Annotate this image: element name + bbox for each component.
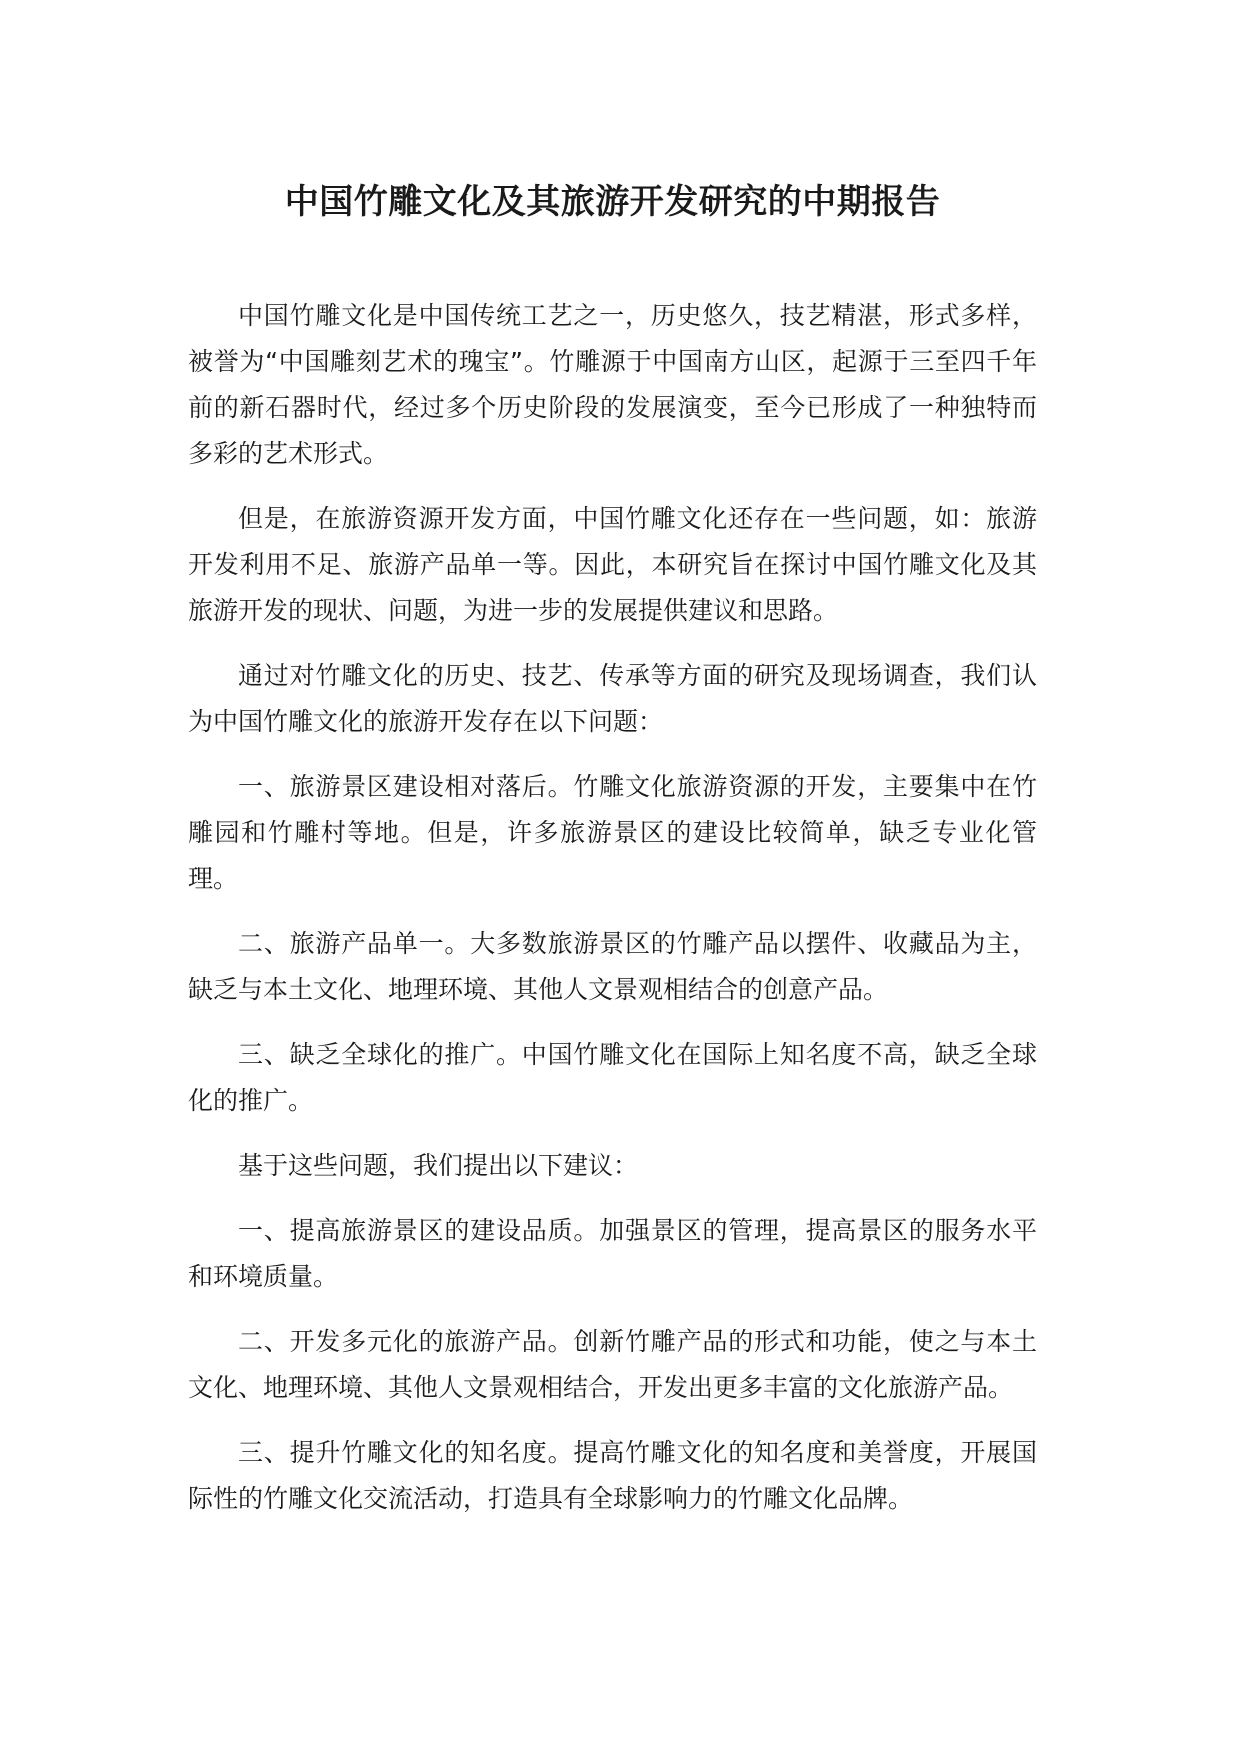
paragraph: 通过对竹雕文化的历史、技艺、传承等方面的研究及现场调查，我们认为中国竹雕文化的旅游开发存在以下问题： xyxy=(188,661,1037,736)
document-title: 中国竹雕文化及其旅游开发研究的中期报告 xyxy=(284,182,941,222)
paragraph: 二、开发多元化的旅游产品。创新竹雕产品的形式和功能，使之与本土文化、地理环境、其他人文景观相结合，开发出更多丰富的文化旅游产品。 xyxy=(188,1327,1037,1402)
paragraph: 一、旅游景区建设相对落后。竹雕文化旅游资源的开发，主要集中在竹雕园和竹雕村等地。但是，许多旅游景区的建设比较简单，缺乏专业化管理。 xyxy=(188,772,1037,893)
paragraph: 二、旅游产品单一。大多数旅游景区的竹雕产品以摆件、收藏品为主，缺乏与本土文化、地理环境、其他人文景观相结合的创意产品。 xyxy=(188,929,1037,1004)
paragraph: 三、缺乏全球化的推广。中国竹雕文化在国际上知名度不高，缺乏全球化的推广。 xyxy=(188,1040,1037,1115)
paragraph: 中国竹雕文化是中国传统工艺之一，历史悠久，技艺精湛，形式多样，被誉为“中国雕刻艺术的瑰宝”。竹雕源于中国南方山区，起源于三至四千年前的新石器时代，经过多个历史阶段的发展演变，至今已形成了一种独特而多彩的艺术形式。 xyxy=(188,301,1037,468)
document-body xyxy=(188,293,1037,1541)
paragraph: 基于这些问题，我们提出以下建议： xyxy=(238,1151,639,1180)
paragraph: 三、提升竹雕文化的知名度。提高竹雕文化的知名度和美誉度，开展国际性的竹雕文化交流活动，打造具有全球影响力的竹雕文化品牌。 xyxy=(188,1438,1037,1513)
document-page xyxy=(188,0,1037,1754)
paragraph: 但是，在旅游资源开发方面，中国竹雕文化还存在一些问题，如：旅游开发利用不足、旅游产品单一等。因此，本研究旨在探讨中国竹雕文化及其旅游开发的现状、问题，为进一步的发展提供建议和思路。 xyxy=(188,504,1037,625)
paragraph: 一、提高旅游景区的建设品质。加强景区的管理，提高景区的服务水平和环境质量。 xyxy=(188,1216,1037,1291)
